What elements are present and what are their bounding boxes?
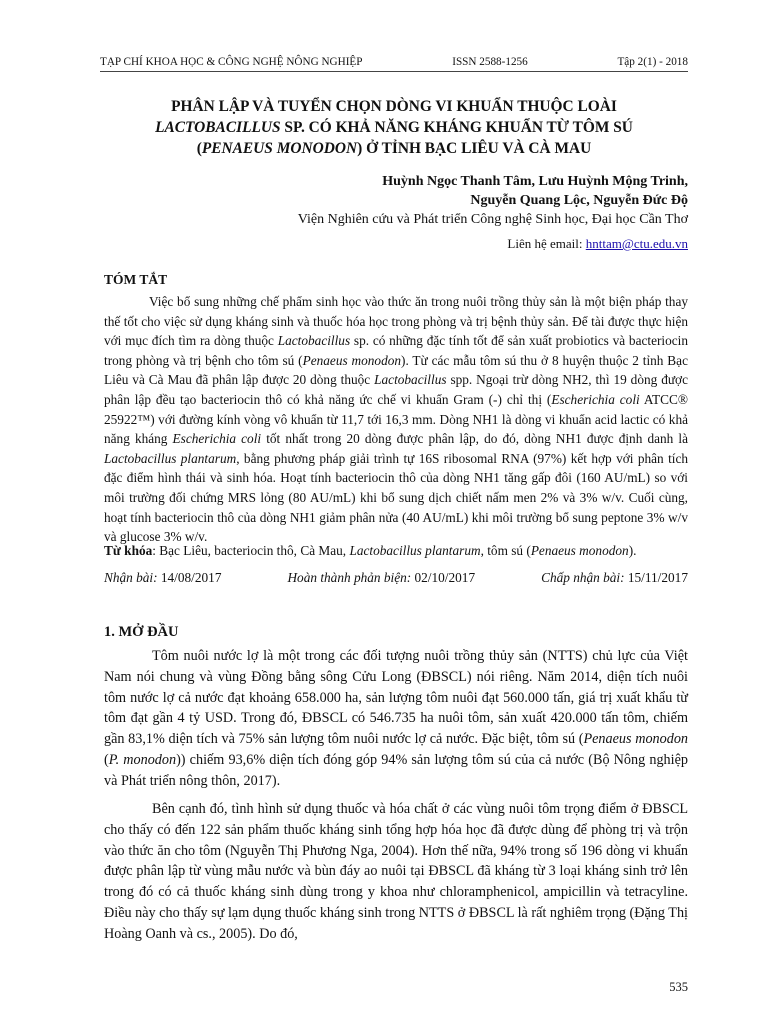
reviewed-date xyxy=(287,570,475,586)
abstract-heading: TÓM TẮT xyxy=(104,272,168,287)
volume-issue: Tập 2(1) - 2018 xyxy=(617,56,688,68)
paper-title xyxy=(104,96,684,159)
received-label: Nhận bài: xyxy=(104,570,158,585)
abstract-s2: sp. có những đặc tính tốt để sản xuất probiotics và bacteriocin trong phòng và trị bệnh cho tôm sú ( xyxy=(104,333,688,368)
intro-p1-b: ( xyxy=(104,751,109,768)
running-header xyxy=(100,56,688,72)
abstract-s1: Việc bổ sung những chế phẩm sinh học vào thức ăn trong nuôi trồng thủy sản là một biện pháp thay thế tốt cho việc sử dụng kháng sinh và thuốc hóa học trong phòng và trị bệnh thủy sản. Để tài được thực hiện với mục đích tìm ra dòng thuộc xyxy=(104,294,688,349)
contact-email xyxy=(507,236,688,252)
authors-line-2: Nguyễn Quang Lộc, Nguyễn Đức Độ xyxy=(470,193,688,208)
abstract-s5: ATCC® 25922™) với đường kính vòng vô khuẩn từ 11,7 tới 16,3 mm. Dòng NH1 là dòng vi khuẩn acid lactic có khả năng kháng xyxy=(104,391,689,447)
abstract-s3-italic: Lactobacillus xyxy=(374,372,447,388)
article-dates xyxy=(104,570,688,586)
title-paren: ( xyxy=(196,140,202,157)
abstract-s6: tốt nhất trong 20 dòng được phân lập, do đó, dòng NH1 được định danh là xyxy=(261,431,688,447)
intro-p1-italic-2: P. monodon xyxy=(108,751,177,768)
title-genus: LACTOBACILLUS xyxy=(155,119,281,136)
reviewed-value: 02/10/2017 xyxy=(411,570,476,585)
title-species: PENAEUS MONODON xyxy=(201,140,358,157)
keywords-italic-2: Penaeus monodon xyxy=(530,543,629,558)
authors-block xyxy=(298,172,688,229)
issn: ISSN 2588-1256 xyxy=(452,56,528,68)
intro-heading: 1. MỞ ĐẦU xyxy=(104,624,179,640)
accepted-value: 15/11/2017 xyxy=(624,570,688,585)
abstract-s2-italic: Penaeus monodon xyxy=(302,352,402,368)
abstract-s5-italic: Escherichia coli xyxy=(172,431,262,447)
title-line-3 xyxy=(104,138,684,159)
accepted-label: Chấp nhận bài: xyxy=(541,570,625,585)
intro-paragraph-1 xyxy=(104,646,688,792)
intro-p1-c: )) chiếm 93,6% diện tích đóng góp 94% sản lượng tôm sú của cả nước (Bộ Nông nghiệp và Phát triển nông thôn, 2017). xyxy=(104,751,688,789)
received-date xyxy=(104,570,221,586)
email-link[interactable]: hnttam@ctu.edu.vn xyxy=(585,236,688,251)
keywords-part-3: ). xyxy=(628,543,637,558)
email-label: Liên hệ email: xyxy=(507,236,586,251)
abstract-s6-italic: Lactobacillus plantarum xyxy=(104,450,237,466)
title-line-1: PHÂN LẬP VÀ TUYỂN CHỌN DÒNG VI KHUẨN THUỘC LOÀI xyxy=(171,98,617,115)
page-number: 535 xyxy=(669,980,688,994)
keywords-label: Từ khóa xyxy=(104,543,153,558)
reviewed-label: Hoàn thành phản biện: xyxy=(287,570,412,585)
keywords-part-1: : Bạc Liêu, bacteriocin thô, Cà Mau, xyxy=(152,543,350,558)
intro-paragraph-2: Bên cạnh đó, tình hình sử dụng thuốc và hóa chất ở các vùng nuôi tôm trọng điểm ở ĐBSCL cho thấy có đến 122 sản phẩm thuốc kháng sinh tổng hợp hóa học đã được dùng để phòng trị và trộn vào thức ăn cho tôm (Nguyễn Thị Phương Nga, 2004). Hơn thế nữa, 94% trong số 196 dòng vi khuẩn được phân lập từ vùng mẫu nước và bùn đáy ao nuôi tại ĐBSCL đã kháng từ 3 loại kháng sinh trở lên trong đó có cả thuốc kháng sinh dùng trong y khoa như chloramphenicol, ampicillin và tetracyline. Điều này cho thấy sự lạm dụng thuốc kháng sinh trong NTTS ở ĐBSCL là rất nghiêm trọng (Đặng Thị Hoàng Oanh và cs., 2005). Do đó, xyxy=(104,801,688,942)
keywords-part-2: , tôm sú ( xyxy=(480,543,531,558)
abstract-s4-italic: Escherichia coli xyxy=(551,391,640,407)
keywords-italic-1: Lactobacillus plantarum xyxy=(349,543,481,558)
title-line-3-text: ) Ở TỈNH BẠC LIÊU VÀ CÀ MAU xyxy=(357,140,592,157)
abstract-s4: spp. Ngoại trừ dòng NH2, thì 19 dòng được phân lập đều tạo bacteriocin thô có khả năng ức chế vi khuẩn Gram (-) chỉ thị ( xyxy=(104,372,688,407)
title-line-2-text: SP. CÓ KHẢ NĂNG KHÁNG KHUẨN TỪ TÔM SÚ xyxy=(280,119,633,136)
abstract-s7: , bằng phương pháp giải trình tự 16S ribosomal RNA (97%) kết hợp với phân tích đặc điểm hình thái và sinh hóa. Hoạt tính bacteriocin thô của dòng NH1 tăng gấp đôi (160 AU/mL) so với môi trường đối chứng MRS lỏng (80 AU/mL) khi bổ sung dịch chiết nấm men 2% và 3% w/v. Cuối cùng, hoạt tính bacteriocin thô của dòng NH1 giảm phân nửa (40 AU/mL) khi môi trường bổ sung peptone 3% w/v và glucose 3% w/v. xyxy=(104,450,689,545)
abstract-s3: ). Từ các mẫu tôm sú thu ở 8 huyện thuộc 2 tỉnh Bạc Liêu và Cà Mau đã phân lập được 20 dòng thuộc xyxy=(104,352,688,388)
abstract-s1-italic: Lactobacillus xyxy=(277,333,351,349)
abstract-text xyxy=(104,292,688,547)
affiliation: Viện Nghiên cứu và Phát triển Công nghệ Sinh học, Đại học Cần Thơ xyxy=(297,212,688,227)
authors-line-1: Huỳnh Ngọc Thanh Tâm, Lưu Huỳnh Mộng Trinh, xyxy=(382,174,688,189)
intro-p1-italic-1: Penaeus monodon xyxy=(583,731,689,748)
intro-p1-a: Tôm nuôi nước lợ là một trong các đối tượng nuôi trồng thủy sản (NTTS) chủ lực của Việt Nam nói chung và vùng Đồng bằng sông Cửu Long (ĐBSCL) nói riêng. Năm 2014, diện tích nuôi tôm nước lợ cả nước đạt khoảng 658.000 ha, sản lượng tôm nuôi đạt 560.000 tấn, giá trị xuất khẩu từ tôm đạt gần 4 tỷ USD. Trong đó, ĐBSCL có 546.735 ha nuôi tôm, sản xuất 420.000 tấn tôm, chiếm gần 83,1% diện tích và 75% sản lượng tôm nuôi nước lợ cả nước. Đặc biệt, tôm sú ( xyxy=(104,648,688,748)
received-value: 14/08/2017 xyxy=(157,570,222,585)
journal-name: TẠP CHÍ KHOA HỌC & CÔNG NGHỆ NÔNG NGHIỆP xyxy=(100,56,363,68)
accepted-date xyxy=(541,570,688,586)
title-line-2 xyxy=(104,117,684,138)
keywords xyxy=(104,543,688,559)
